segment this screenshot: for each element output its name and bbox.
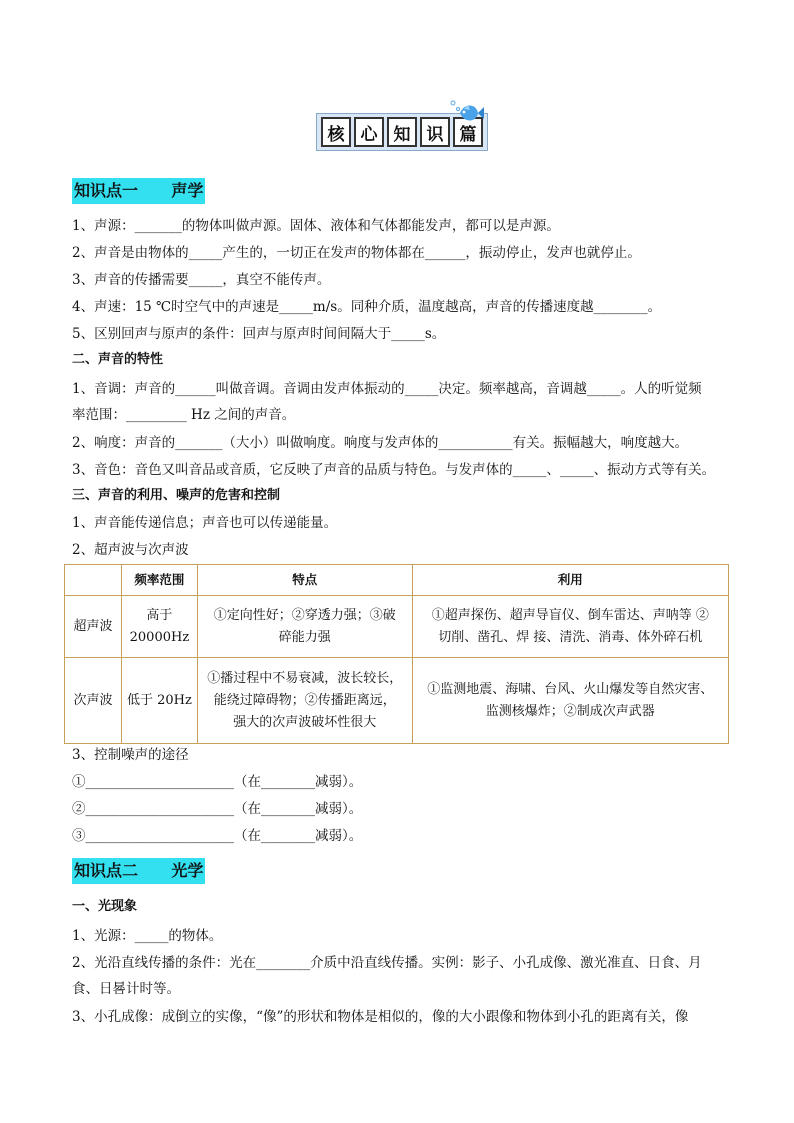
table-row <box>65 658 729 744</box>
cell-line: 切削、凿孔、焊 接、清洗、消毒、体外碎石机 <box>438 629 703 645</box>
table-cell <box>412 596 728 658</box>
table-header <box>65 565 122 596</box>
title-char: 篇 <box>453 117 483 147</box>
cell-line: 强大的次声波破坏性很大 <box>233 714 377 730</box>
subheading-noise: 三、声音的利用、噪声的危害和控制 <box>72 488 281 503</box>
text-line: 率范围：_________ Hz 之间的声音。 <box>72 407 296 423</box>
table-header: 特点 <box>197 565 412 596</box>
table-cell: 低于 20Hz <box>121 658 197 744</box>
noise-blank-line: ①______________________（在________减弱）。 <box>72 774 363 790</box>
text-line: 食、日晷计时等。 <box>72 981 180 997</box>
text-line: 4、声速：15 ℃时空气中的声速是_____m/s。同种介质，温度越高，声音的传播速度越________。 <box>72 299 662 315</box>
table-cell <box>197 596 412 658</box>
text-line: 2、超声波与次声波 <box>72 542 189 558</box>
text-line: 3、声音的传播需要_____，真空不能传声。 <box>72 272 331 288</box>
subheading-light-phenomena: 一、光现象 <box>72 899 138 914</box>
noise-blank-line: ③______________________（在________减弱）。 <box>72 828 363 844</box>
title-char: 核 <box>321 117 351 147</box>
table-header-row <box>65 565 729 596</box>
table-cell: 次声波 <box>65 658 122 744</box>
table-row <box>65 596 729 658</box>
text-line: 2、声音是由物体的_____产生的，一切正在发声的物体都在______，振动停止，发声也就停止。 <box>72 245 641 261</box>
text-line: 3、控制噪声的途径 <box>72 747 189 763</box>
table-header: 频率范围 <box>121 565 197 596</box>
noise-blank-line: ②______________________（在________减弱）。 <box>72 801 363 817</box>
table-cell <box>197 658 412 744</box>
text-line: 3、小孔成像：成倒立的实像，“像”的形状和物体是相似的，像的大小跟像和物体到小孔的距离有关，像 <box>72 1009 689 1025</box>
title-char: 心 <box>354 117 384 147</box>
table-cell <box>412 658 728 744</box>
fish-icon <box>450 99 484 127</box>
cell-line: ①播过程中不易衰减，波长较长， <box>207 670 403 686</box>
section-heading-acoustics: 知识点一 声学 <box>72 178 205 204</box>
section-heading-optics: 知识点二 光学 <box>72 858 205 884</box>
wave-comparison-table <box>64 564 729 744</box>
cell-line: 碎能力强 <box>278 629 331 645</box>
title-char: 知 <box>387 117 417 147</box>
subheading-sound-properties: 二、声音的特性 <box>72 352 164 367</box>
cell-line: ①监测地震、海啸、台风、火山爆发等自然灾害、 <box>427 681 714 697</box>
text-line: 5、区别回声与原声的条件：回声与原声时间间隔大于_____s。 <box>72 326 446 342</box>
table-cell: 超声波 <box>65 596 122 658</box>
text-line: 2、光沿直线传播的条件：光在________介质中沿直线传播。实例：影子、小孔成像、激光准直、日食、月 <box>72 955 702 971</box>
title-char: 识 <box>420 117 450 147</box>
text-line: 1、音调：声音的______叫做音调。音调由发声体振动的_____决定。频率越高，音调越_____。人的听觉频 <box>72 381 702 397</box>
text-line: 1、声源：_______的物体叫做声源。固体、液体和气体都能发声，都可以是声源。 <box>72 218 560 234</box>
cell-line: 能绕过障碍物；②传播距离远， <box>213 692 396 708</box>
text-line: 2、响度：声音的_______（大小）叫做响度。响度与发声体的___________有关。振幅越大，响度越大。 <box>72 435 689 451</box>
table-header: 利用 <box>412 565 728 596</box>
text-line: 3、音色：音色又叫音品或音质，它反映了声音的品质与特色。与发声体的_____、_____、振动方式等有关。 <box>72 462 716 478</box>
table-cell <box>121 596 197 658</box>
text-line: 1、声音能传递信息；声音也可以传递能量。 <box>72 515 338 531</box>
cell-line: ①超声探伤、超声导盲仪、倒车雷达、声呐等 ② <box>431 607 709 623</box>
cell-line: ①定向性好；②穿透力强；③破 <box>213 607 396 623</box>
page-title <box>316 113 488 151</box>
cell-line: 监测核爆炸；②制成次声武器 <box>485 703 655 719</box>
text-line: 1、光源：_____的物体。 <box>72 928 223 944</box>
cell-line: 20000Hz <box>129 629 190 645</box>
cell-line: 高于 <box>146 607 173 623</box>
